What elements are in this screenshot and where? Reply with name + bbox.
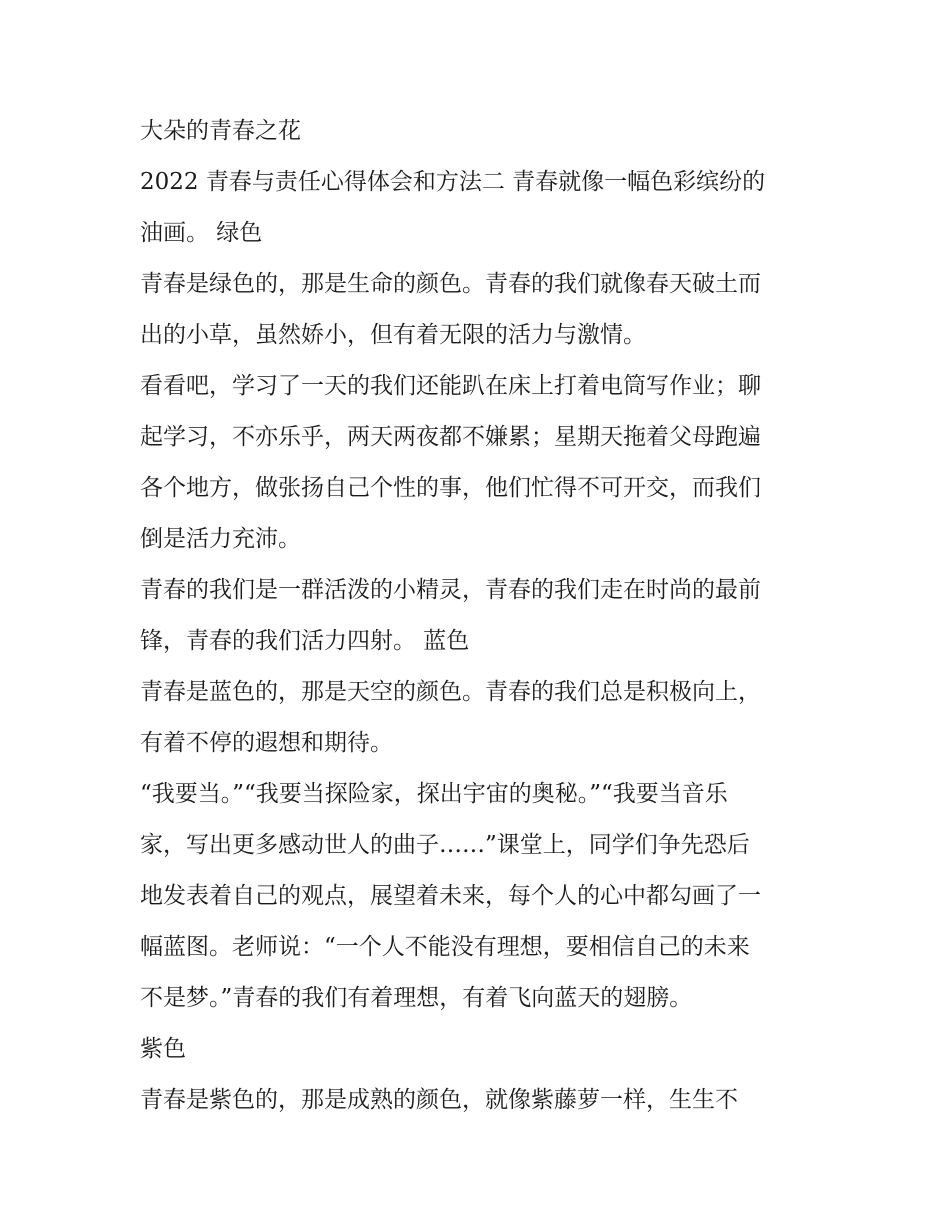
- text-line: 不是梦。”青春的我们有着理想，有着飞向蓝天的翅膀。: [140, 985, 693, 1011]
- text-line: 紫色: [140, 1036, 186, 1062]
- document-body: [140, 106, 820, 1126]
- text-line: 地发表着自己的观点，展望着未来，每个人的心中都勾画了一: [140, 883, 761, 909]
- text-line: 幅蓝图。老师说：“一个人不能没有理想，要相信自己的未来: [140, 934, 750, 960]
- document-title: 大朵的青春之花: [140, 118, 301, 144]
- text-line: 青春是紫色的，那是成熟的颜色，就像紫藤萝一样，生生不: [140, 1087, 738, 1113]
- text-line: 青春是绿色的，那是生命的颜色。青春的我们就像春天破土而: [140, 271, 761, 297]
- text-line: 出的小草，虽然娇小，但有着无限的活力与激情。: [140, 322, 646, 348]
- text-line: 倒是活力充沛。: [140, 526, 301, 552]
- text-line: 有着不停的遐想和期待。: [140, 730, 393, 756]
- text-line: 看看吧，学习了一天的我们还能趴在床上打着电筒写作业；聊: [140, 373, 761, 399]
- text-line: 各个地方，做张扬自己个性的事，他们忙得不可开交，而我们: [140, 475, 761, 501]
- text-line: 青春是蓝色的，那是天空的颜色。青春的我们总是积极向上，: [140, 679, 761, 705]
- text-line: 家，写出更多感动世人的曲子……”课堂上，同学们争先恐后: [140, 832, 750, 858]
- text-line: 锋，青春的我们活力四射。 蓝色: [140, 628, 470, 654]
- text-line: 青春的我们是一群活泼的小精灵，青春的我们走在时尚的最前: [140, 577, 761, 603]
- text-line: 2022 青春与责任心得体会和方法二 青春就像一幅色彩缤纷的: [140, 169, 766, 195]
- text-line: “我要当。”“我要当探险家，探出宇宙的奥秘。”“我要当音乐: [140, 781, 728, 807]
- text-line: 油画。 绿色: [140, 220, 263, 246]
- text-line: 起学习，不亦乐乎，两天两夜都不嫌累；星期天拖着父母跑遍: [140, 424, 761, 450]
